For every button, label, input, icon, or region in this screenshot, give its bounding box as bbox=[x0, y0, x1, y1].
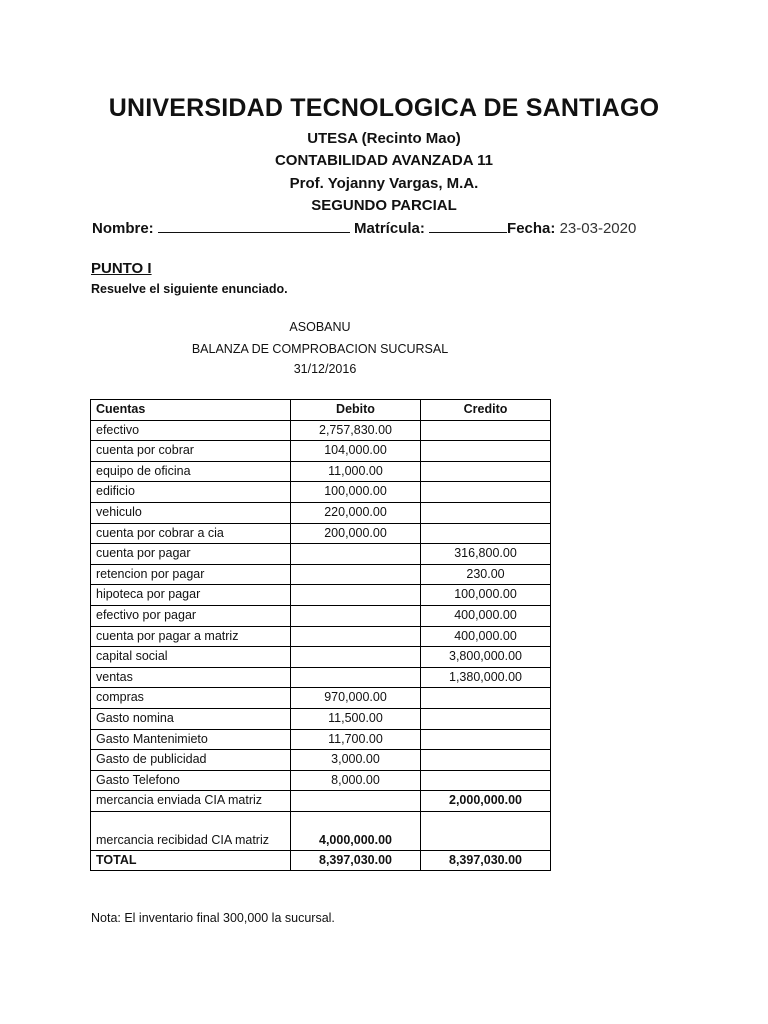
cell-debito: 220,000.00 bbox=[291, 502, 421, 523]
cell-debito: 11,700.00 bbox=[291, 729, 421, 750]
cell-cuenta: edificio bbox=[91, 482, 291, 503]
cell-credito: 230.00 bbox=[421, 564, 551, 585]
fecha-label: Fecha: bbox=[507, 220, 556, 237]
table-row bbox=[91, 605, 551, 626]
cell-credito bbox=[421, 441, 551, 462]
cell-debito: 100,000.00 bbox=[291, 482, 421, 503]
cell-debito bbox=[291, 626, 421, 647]
cell-credito bbox=[421, 770, 551, 791]
cell-debito: 200,000.00 bbox=[291, 523, 421, 544]
table-row bbox=[91, 729, 551, 750]
cell-credito: 400,000.00 bbox=[421, 605, 551, 626]
cell-debito bbox=[291, 544, 421, 565]
total-debito: 8,397,030.00 bbox=[291, 850, 421, 871]
report-date: 31/12/2016 bbox=[293, 362, 357, 376]
table-row bbox=[91, 667, 551, 688]
cell-debito: 4,000,000.00 bbox=[291, 811, 421, 850]
report-name: BALANZA DE COMPROBACION SUCURSAL bbox=[191, 342, 449, 356]
cell-credito bbox=[421, 708, 551, 729]
cell-cuenta: vehiculo bbox=[91, 502, 291, 523]
table-row bbox=[91, 420, 551, 441]
table-row bbox=[91, 585, 551, 606]
cell-debito: 3,000.00 bbox=[291, 750, 421, 771]
matricula-label: Matrícula: bbox=[354, 220, 425, 237]
cell-credito: 1,380,000.00 bbox=[421, 667, 551, 688]
exam-line: SEGUNDO PARCIAL bbox=[311, 197, 457, 214]
table-row bbox=[91, 770, 551, 791]
cell-cuenta: capital social bbox=[91, 647, 291, 668]
cell-cuenta: hipoteca por pagar bbox=[91, 585, 291, 606]
cell-cuenta: cuenta por cobrar bbox=[91, 441, 291, 462]
column-header-cuentas: Cuentas bbox=[91, 400, 291, 421]
cell-credito bbox=[421, 523, 551, 544]
section-instruction: Resuelve el siguiente enunciado. bbox=[91, 282, 288, 296]
cell-cuenta: efectivo bbox=[91, 420, 291, 441]
cell-debito: 970,000.00 bbox=[291, 688, 421, 709]
column-header-debito: Debito bbox=[291, 400, 421, 421]
table-row bbox=[91, 544, 551, 565]
cell-credito bbox=[421, 461, 551, 482]
cell-cuenta: Gasto de publicidad bbox=[91, 750, 291, 771]
cell-cuenta: cuenta por cobrar a cia bbox=[91, 523, 291, 544]
table-row bbox=[91, 564, 551, 585]
name-label: Nombre: bbox=[92, 220, 154, 237]
cell-credito bbox=[421, 502, 551, 523]
cell-credito: 100,000.00 bbox=[421, 585, 551, 606]
cell-credito bbox=[421, 750, 551, 771]
cell-debito bbox=[291, 647, 421, 668]
table-row bbox=[91, 647, 551, 668]
cell-credito: 2,000,000.00 bbox=[421, 791, 551, 812]
table-row bbox=[91, 461, 551, 482]
document-title: UNIVERSIDAD TECNOLOGICA DE SANTIAGO bbox=[108, 94, 660, 122]
cell-credito bbox=[421, 482, 551, 503]
section-heading: PUNTO I bbox=[91, 260, 152, 277]
table-row bbox=[91, 750, 551, 771]
cell-cuenta: Gasto nomina bbox=[91, 708, 291, 729]
footnote: Nota: El inventario final 300,000 la sucursal. bbox=[91, 911, 335, 925]
table-row bbox=[91, 523, 551, 544]
cell-cuenta: mercancia recibidad CIA matriz bbox=[91, 811, 291, 850]
cell-debito bbox=[291, 585, 421, 606]
cell-cuenta: Gasto Mantenimieto bbox=[91, 729, 291, 750]
cell-credito: 400,000.00 bbox=[421, 626, 551, 647]
trial-balance-table bbox=[90, 399, 551, 871]
table-row bbox=[91, 811, 551, 850]
table-header-row bbox=[91, 400, 551, 421]
fecha-value: 23-03-2020 bbox=[559, 220, 637, 237]
student-fields bbox=[92, 218, 636, 237]
cell-cuenta: mercancia enviada CIA matriz bbox=[91, 791, 291, 812]
cell-debito: 8,000.00 bbox=[291, 770, 421, 791]
cell-credito bbox=[421, 729, 551, 750]
cell-debito bbox=[291, 605, 421, 626]
table-row bbox=[91, 708, 551, 729]
total-credito: 8,397,030.00 bbox=[421, 850, 551, 871]
cell-debito: 2,757,830.00 bbox=[291, 420, 421, 441]
cell-credito bbox=[421, 811, 551, 850]
cell-cuenta: retencion por pagar bbox=[91, 564, 291, 585]
campus-line: UTESA (Recinto Mao) bbox=[307, 130, 461, 147]
cell-credito bbox=[421, 688, 551, 709]
table-total-row bbox=[91, 850, 551, 871]
table-row bbox=[91, 791, 551, 812]
cell-cuenta: efectivo por pagar bbox=[91, 605, 291, 626]
cell-debito: 11,500.00 bbox=[291, 708, 421, 729]
cell-cuenta: equipo de oficina bbox=[91, 461, 291, 482]
name-blank bbox=[158, 218, 350, 233]
cell-debito: 104,000.00 bbox=[291, 441, 421, 462]
cell-cuenta: compras bbox=[91, 688, 291, 709]
total-label: TOTAL bbox=[91, 850, 291, 871]
table-row bbox=[91, 482, 551, 503]
cell-debito bbox=[291, 667, 421, 688]
table-row bbox=[91, 688, 551, 709]
table-row bbox=[91, 441, 551, 462]
cell-credito: 316,800.00 bbox=[421, 544, 551, 565]
cell-debito bbox=[291, 564, 421, 585]
cell-debito: 11,000.00 bbox=[291, 461, 421, 482]
cell-cuenta: cuenta por pagar bbox=[91, 544, 291, 565]
professor-line: Prof. Yojanny Vargas, M.A. bbox=[289, 175, 479, 192]
column-header-credito: Credito bbox=[421, 400, 551, 421]
course-line: CONTABILIDAD AVANZADA 11 bbox=[274, 152, 494, 169]
cell-cuenta: Gasto Telefono bbox=[91, 770, 291, 791]
cell-cuenta: ventas bbox=[91, 667, 291, 688]
cell-cuenta: cuenta por pagar a matriz bbox=[91, 626, 291, 647]
matricula-blank bbox=[429, 218, 507, 233]
cell-credito bbox=[421, 420, 551, 441]
cell-debito bbox=[291, 791, 421, 812]
table-row bbox=[91, 626, 551, 647]
table-row bbox=[91, 502, 551, 523]
cell-credito: 3,800,000.00 bbox=[421, 647, 551, 668]
company-name: ASOBANU bbox=[289, 320, 351, 334]
